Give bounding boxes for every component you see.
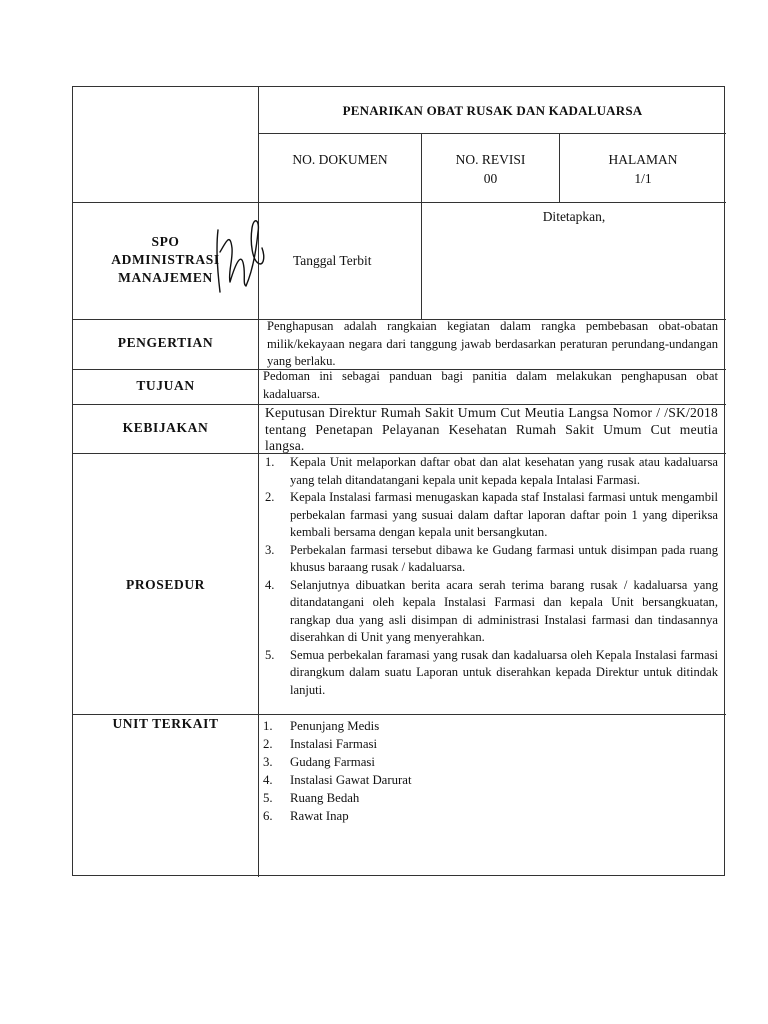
section-label-prosedur: PROSEDUR [125,577,206,592]
item-number: 1. [265,455,275,469]
item-number: 6. [263,809,273,823]
unit-line-manajemen: MANAJEMEN [118,270,213,285]
unit-line-administrasi: ADMINISTRASI [111,252,220,267]
revision-label: NO. REVISI [455,152,526,167]
list-item [263,807,718,825]
list-item [265,454,718,489]
item-text: Penunjang Medis [290,719,380,733]
item-text: Instalasi Farmasi [290,737,378,751]
row-divider [73,714,726,715]
spo-document [72,86,725,876]
list-item [263,789,718,807]
item-number: 4. [265,577,275,592]
doc-number-label: NO. DOKUMEN [292,152,388,167]
list-item [265,647,718,700]
item-text: Selanjutnya dibuatkan berita acara serah terima barang rusak / kadaluarsa yang ditandatangani oleh kepala Instalasi Farmasi dan kepala Unit bersangkuatan, rangkap dua yang asli disimpan di administrasi Instalasi farmasi dan tindasannya diserahkan di Unit yang menyerahkan. [290,577,718,644]
item-number: 2. [263,737,273,751]
item-text: Rawat Inap [290,809,349,823]
list-item [263,753,718,771]
approval-label: Ditetapkan, [542,209,606,224]
item-number: 4. [263,773,273,787]
handwritten-signature [208,212,266,294]
item-number: 1. [263,719,273,733]
unit-terkait-list [263,717,718,825]
section-text-kebijakan: Keputusan Direktur Rumah Sakit Umum Cut Meutia Langsa Nomor / /SK/2018 tentang Penetapan Pelayanan Kesehatan Rumah Sakit Umum Cut meutia langsa. [265,405,718,453]
row-divider [258,133,726,134]
page-label: HALAMAN [608,152,678,167]
column-divider [258,87,259,877]
item-text: Ruang Bedah [290,791,360,805]
revision-value: 00 [483,171,498,186]
revision-cell [422,150,559,188]
item-text: Gudang Farmasi [290,755,375,769]
spo-label: SPO [151,234,180,249]
page-cell [560,150,726,188]
document-title: PENARIKAN OBAT RUSAK DAN KADALUARSA [342,103,643,118]
list-item [265,542,718,577]
item-text: Kepala Instalasi farmasi menugaskan kapada staf Instalasi farmasi untuk mengambil perbekalan farmasi yang susuai dalam daftar laporan daftar poin 1 yang diperiksa kembali bersama dengan kepala unit bersangkutan. [290,490,718,539]
section-label-tujuan: TUJUAN [136,378,195,393]
row-divider [73,202,726,203]
section-label-pengertian: PENGERTIAN [117,335,214,350]
item-number: 3. [265,542,275,557]
list-item [265,489,718,542]
item-text: Perbekalan farmasi tersebut dibawa ke Gudang farmasi untuk disimpan pada ruang khusus baraang rusak / kadaluarsa. [290,542,718,574]
page-value: 1/1 [634,171,652,186]
section-text-tujuan: Pedoman ini sebagai panduan bagi panitia dalam melakukan penghapusan obat kadaluarsa. [263,369,718,401]
item-number: 3. [263,755,273,769]
list-item [265,577,718,647]
item-text: Instalasi Gawat Darurat [290,773,412,787]
list-item [263,717,718,735]
item-number: 5. [265,647,275,662]
section-label-kebijakan: KEBIJAKAN [122,420,209,435]
item-text: Semua perbekalan faramasi yang rusak dan kadaluarsa oleh Kepala Instalasi farmasi dirangkum dalam suatu Laporan untuk diserahkan kepada Direktur untuk ditindak lanjuti. [290,647,718,697]
list-item [263,771,718,789]
item-number: 5. [263,791,273,805]
section-label-unit-terkait: UNIT TERKAIT [112,716,219,731]
issue-date-label: Tanggal Terbit [293,253,372,268]
prosedur-list [265,454,718,699]
item-text: Kepala Unit melaporkan daftar obat dan alat kesehatan yang rusak atau kadaluarsa yang telah ditandatangani kepala unit kepada kepala Intalasi Farmasi. [290,455,718,487]
section-text-pengertian: Penghapusan adalah rangkaian kegiatan dalam rangka pembebasan obat-obatan milik/kekayaan negara dari tanggung jawab berdasarkan peraturan perundang-undangan yang berlaku. [267,319,718,368]
list-item [263,735,718,753]
item-number: 2. [265,490,275,504]
